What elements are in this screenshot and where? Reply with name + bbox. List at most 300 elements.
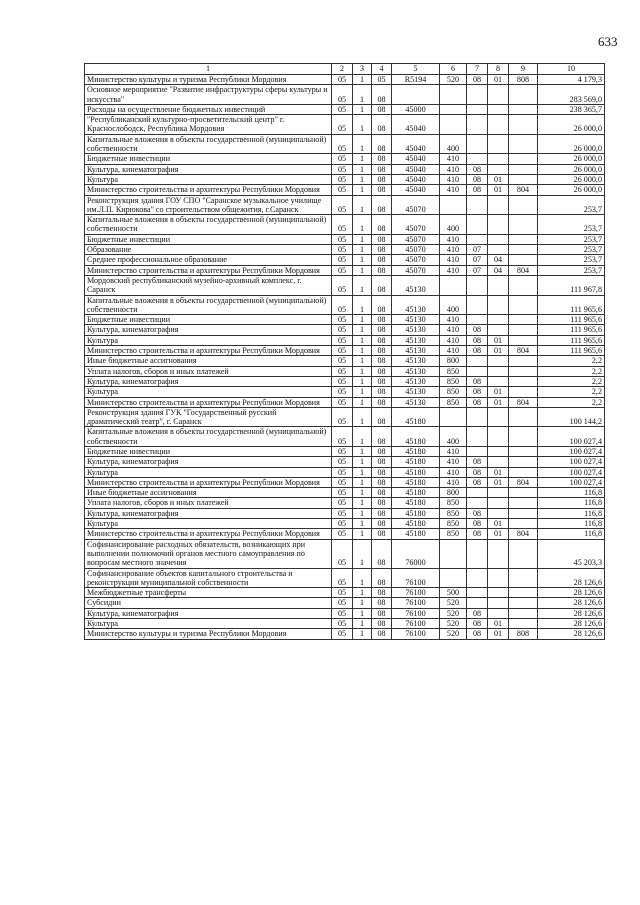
target-code-cell: 45130: [392, 295, 440, 315]
amount-cell: 100 027,4: [538, 446, 605, 456]
code-cell: 08: [372, 608, 392, 618]
ministry-code-cell: [509, 467, 538, 477]
name-cell: Культура: [85, 335, 332, 345]
subsection-cell: 01: [488, 519, 509, 529]
code-cell: 08: [372, 115, 392, 135]
section-cell: [467, 488, 488, 498]
subsection-cell: [488, 195, 509, 215]
name-cell: Образование: [85, 245, 332, 255]
code-cell: 1: [353, 185, 372, 195]
subsection-cell: 01: [488, 397, 509, 407]
ministry-code-cell: [509, 134, 538, 154]
section-cell: [467, 154, 488, 164]
amount-cell: 111 967,8: [538, 275, 605, 295]
ministry-code-cell: 808: [509, 75, 538, 85]
expense-type-cell: 850: [440, 529, 467, 539]
table-row: [85, 75, 605, 85]
ministry-code-cell: [509, 539, 538, 568]
amount-cell: 100 027,4: [538, 457, 605, 467]
expense-type-cell: [440, 104, 467, 114]
expense-type-cell: 410: [440, 265, 467, 275]
expense-type-cell: [440, 539, 467, 568]
subsection-cell: [488, 164, 509, 174]
target-code-cell: 45180: [392, 529, 440, 539]
section-cell: [467, 215, 488, 235]
name-cell: Министерство культуры и туризма Республики Мордовия: [85, 75, 332, 85]
subsection-cell: [488, 275, 509, 295]
code-cell: 1: [353, 467, 372, 477]
subsection-cell: 01: [488, 467, 509, 477]
ministry-code-cell: [509, 255, 538, 265]
code-cell: 1: [353, 619, 372, 629]
expense-type-cell: [440, 115, 467, 135]
subsection-cell: 01: [488, 529, 509, 539]
expense-type-cell: 410: [440, 477, 467, 487]
code-cell: 05: [332, 619, 353, 629]
target-code-cell: 45040: [392, 154, 440, 164]
code-cell: 1: [353, 387, 372, 397]
expense-type-cell: 410: [440, 164, 467, 174]
expense-type-cell: 410: [440, 346, 467, 356]
target-code-cell: 45130: [392, 356, 440, 366]
table-row: [85, 85, 605, 105]
code-cell: 08: [372, 539, 392, 568]
code-cell: 08: [372, 245, 392, 255]
expense-type-cell: 410: [440, 174, 467, 184]
code-cell: 08: [372, 457, 392, 467]
code-cell: 08: [372, 255, 392, 265]
subsection-cell: [488, 295, 509, 315]
code-cell: 08: [372, 407, 392, 427]
name-cell: Культура, кинематография: [85, 608, 332, 618]
subsection-cell: 01: [488, 346, 509, 356]
code-cell: 1: [353, 588, 372, 598]
code-cell: 08: [372, 446, 392, 456]
section-cell: [467, 195, 488, 215]
code-cell: 08: [372, 427, 392, 447]
table-row: [85, 325, 605, 335]
amount-cell: 45 203,3: [538, 539, 605, 568]
name-cell: Культура, кинематография: [85, 325, 332, 335]
code-cell: 08: [372, 134, 392, 154]
ministry-code-cell: [509, 608, 538, 618]
amount-cell: 2,2: [538, 387, 605, 397]
subsection-cell: [488, 588, 509, 598]
target-code-cell: 45070: [392, 265, 440, 275]
name-cell: Капитальные вложения в объекты государственной (муниципальной) собственности: [85, 427, 332, 447]
code-cell: 05: [332, 255, 353, 265]
table-row: [85, 598, 605, 608]
code-cell: 1: [353, 255, 372, 265]
section-cell: 08: [467, 467, 488, 477]
code-cell: 05: [372, 75, 392, 85]
amount-cell: 238 365,7: [538, 104, 605, 114]
amount-cell: 116,8: [538, 519, 605, 529]
expense-type-cell: 850: [440, 366, 467, 376]
subsection-cell: 01: [488, 335, 509, 345]
code-cell: 1: [353, 134, 372, 154]
amount-cell: 253,7: [538, 215, 605, 235]
section-cell: 07: [467, 265, 488, 275]
code-cell: 08: [372, 356, 392, 366]
table-row: [85, 467, 605, 477]
amount-cell: 2,2: [538, 376, 605, 386]
table-row: [85, 245, 605, 255]
code-cell: 08: [372, 234, 392, 244]
section-cell: 07: [467, 255, 488, 265]
expense-type-cell: 400: [440, 427, 467, 447]
subsection-cell: [488, 598, 509, 608]
ministry-code-cell: [509, 376, 538, 386]
code-cell: 05: [332, 508, 353, 518]
ministry-code-cell: [509, 427, 538, 447]
target-code-cell: 45180: [392, 498, 440, 508]
ministry-code-cell: [509, 164, 538, 174]
target-code-cell: 45040: [392, 115, 440, 135]
expense-type-cell: [440, 275, 467, 295]
code-cell: 05: [332, 467, 353, 477]
code-cell: 08: [372, 164, 392, 174]
code-cell: 05: [332, 234, 353, 244]
subsection-cell: [488, 315, 509, 325]
subsection-cell: [488, 215, 509, 235]
amount-cell: 26 000,0: [538, 154, 605, 164]
amount-cell: 116,8: [538, 498, 605, 508]
code-cell: 08: [372, 265, 392, 275]
code-cell: 05: [332, 376, 353, 386]
code-cell: 05: [332, 104, 353, 114]
code-cell: 08: [372, 467, 392, 477]
target-code-cell: 76100: [392, 608, 440, 618]
ministry-code-cell: 804: [509, 265, 538, 275]
amount-cell: 26 000,0: [538, 185, 605, 195]
target-code-cell: 45180: [392, 457, 440, 467]
ministry-code-cell: [509, 619, 538, 629]
target-code-cell: 45070: [392, 245, 440, 255]
subsection-cell: 01: [488, 387, 509, 397]
target-code-cell: 45130: [392, 335, 440, 345]
amount-cell: 100 027,4: [538, 477, 605, 487]
amount-cell: 253,7: [538, 255, 605, 265]
code-cell: 08: [372, 488, 392, 498]
section-cell: [467, 498, 488, 508]
col-header: 1: [85, 64, 332, 75]
name-cell: Расходы на осуществление бюджетных инвестиций: [85, 104, 332, 114]
subsection-cell: [488, 498, 509, 508]
subsection-cell: [488, 427, 509, 447]
code-cell: 1: [353, 488, 372, 498]
name-cell: Культура: [85, 619, 332, 629]
target-code-cell: 45070: [392, 234, 440, 244]
name-cell: Уплата налогов, сборов и иных платежей: [85, 498, 332, 508]
table-row: [85, 407, 605, 427]
section-cell: 08: [467, 477, 488, 487]
section-cell: [467, 104, 488, 114]
section-cell: 08: [467, 519, 488, 529]
expense-type-cell: 520: [440, 75, 467, 85]
subsection-cell: 04: [488, 265, 509, 275]
target-code-cell: 45130: [392, 275, 440, 295]
section-cell: 08: [467, 185, 488, 195]
section-cell: 08: [467, 629, 488, 639]
name-cell: Культура, кинематография: [85, 508, 332, 518]
ministry-code-cell: [509, 315, 538, 325]
table-row: [85, 154, 605, 164]
name-cell: Бюджетные инвестиции: [85, 234, 332, 244]
code-cell: 05: [332, 325, 353, 335]
ministry-code-cell: 804: [509, 477, 538, 487]
table-row: [85, 366, 605, 376]
subsection-cell: [488, 376, 509, 386]
code-cell: 05: [332, 407, 353, 427]
code-cell: 05: [332, 457, 353, 467]
section-cell: [467, 407, 488, 427]
target-code-cell: 45180: [392, 446, 440, 456]
table-row: [85, 397, 605, 407]
code-cell: 1: [353, 366, 372, 376]
table-row: [85, 376, 605, 386]
name-cell: Капитальные вложения в объекты государственной (муниципальной) собственности: [85, 134, 332, 154]
amount-cell: 28 126,6: [538, 619, 605, 629]
code-cell: 05: [332, 195, 353, 215]
header-row: [85, 64, 605, 75]
subsection-cell: [488, 457, 509, 467]
section-cell: [467, 598, 488, 608]
section-cell: 08: [467, 457, 488, 467]
code-cell: 08: [372, 325, 392, 335]
table-row: [85, 457, 605, 467]
ministry-code-cell: [509, 85, 538, 105]
ministry-code-cell: 804: [509, 185, 538, 195]
section-cell: [467, 366, 488, 376]
table-row: [85, 427, 605, 447]
col-header: 7: [467, 64, 488, 75]
code-cell: 08: [372, 185, 392, 195]
ministry-code-cell: [509, 325, 538, 335]
expense-type-cell: [440, 85, 467, 105]
amount-cell: 111 965,6: [538, 315, 605, 325]
amount-cell: 2,2: [538, 366, 605, 376]
code-cell: 05: [332, 315, 353, 325]
section-cell: 08: [467, 164, 488, 174]
code-cell: 08: [372, 629, 392, 639]
code-cell: 08: [372, 295, 392, 315]
code-cell: 1: [353, 397, 372, 407]
section-cell: [467, 427, 488, 447]
table-row: [85, 255, 605, 265]
code-cell: 1: [353, 85, 372, 105]
amount-cell: 4 179,3: [538, 75, 605, 85]
amount-cell: 100 027,4: [538, 427, 605, 447]
expense-type-cell: 410: [440, 446, 467, 456]
ministry-code-cell: 804: [509, 346, 538, 356]
col-header: 5: [392, 64, 440, 75]
name-cell: Культура: [85, 467, 332, 477]
code-cell: 1: [353, 477, 372, 487]
table-row: [85, 588, 605, 598]
code-cell: 1: [353, 115, 372, 135]
table-row: [85, 629, 605, 639]
subsection-cell: 01: [488, 75, 509, 85]
table-row: [85, 185, 605, 195]
table-row: [85, 387, 605, 397]
table-row: [85, 498, 605, 508]
target-code-cell: 45040: [392, 185, 440, 195]
code-cell: 05: [332, 275, 353, 295]
section-cell: [467, 234, 488, 244]
code-cell: 1: [353, 427, 372, 447]
amount-cell: 111 965,6: [538, 346, 605, 356]
amount-cell: 100 144,2: [538, 407, 605, 427]
ministry-code-cell: [509, 115, 538, 135]
expense-type-cell: 400: [440, 295, 467, 315]
subsection-cell: [488, 356, 509, 366]
code-cell: 08: [372, 174, 392, 184]
target-code-cell: 45070: [392, 255, 440, 265]
subsection-cell: [488, 407, 509, 427]
code-cell: 05: [332, 568, 353, 588]
section-cell: 08: [467, 335, 488, 345]
expense-type-cell: 410: [440, 255, 467, 265]
target-code-cell: 45180: [392, 467, 440, 477]
expense-type-cell: 410: [440, 325, 467, 335]
subsection-cell: [488, 134, 509, 154]
section-cell: 08: [467, 619, 488, 629]
code-cell: 08: [372, 195, 392, 215]
ministry-code-cell: [509, 588, 538, 598]
code-cell: 1: [353, 164, 372, 174]
table-row: [85, 356, 605, 366]
code-cell: 08: [372, 85, 392, 105]
ministry-code-cell: 804: [509, 397, 538, 407]
name-cell: "Республиканский культурно-просветительский центр" г. Краснослободск, Республика Мордовия: [85, 115, 332, 135]
expense-type-cell: 850: [440, 508, 467, 518]
table-row: [85, 164, 605, 174]
section-cell: [467, 295, 488, 315]
subsection-cell: [488, 446, 509, 456]
col-header: 3: [353, 64, 372, 75]
expense-type-cell: 520: [440, 608, 467, 618]
name-cell: Софинансирование объектов капитального строительства и реконструкции муниципальной собственности: [85, 568, 332, 588]
section-cell: 08: [467, 75, 488, 85]
section-cell: [467, 356, 488, 366]
col-header: 10: [538, 64, 605, 75]
table-row: [85, 446, 605, 456]
code-cell: 1: [353, 174, 372, 184]
code-cell: 1: [353, 315, 372, 325]
table-row: [85, 115, 605, 135]
code-cell: 08: [372, 508, 392, 518]
table-row: [85, 529, 605, 539]
code-cell: 1: [353, 598, 372, 608]
code-cell: 08: [372, 619, 392, 629]
code-cell: 1: [353, 376, 372, 386]
ministry-code-cell: [509, 519, 538, 529]
code-cell: 1: [353, 519, 372, 529]
ministry-code-cell: [509, 598, 538, 608]
code-cell: 05: [332, 265, 353, 275]
name-cell: Капитальные вложения в объекты государственной (муниципальной) собственности: [85, 295, 332, 315]
code-cell: 1: [353, 325, 372, 335]
amount-cell: 2,2: [538, 356, 605, 366]
subsection-cell: [488, 245, 509, 255]
table-row: [85, 215, 605, 235]
ministry-code-cell: [509, 154, 538, 164]
expense-type-cell: 410: [440, 245, 467, 255]
code-cell: 1: [353, 295, 372, 315]
code-cell: 1: [353, 265, 372, 275]
expense-type-cell: 410: [440, 154, 467, 164]
section-cell: [467, 446, 488, 456]
code-cell: 08: [372, 477, 392, 487]
amount-cell: 26 000,0: [538, 174, 605, 184]
expense-type-cell: 800: [440, 488, 467, 498]
name-cell: Министерство культуры и туризма Республики Мордовия: [85, 629, 332, 639]
code-cell: 05: [332, 477, 353, 487]
amount-cell: 28 126,6: [538, 588, 605, 598]
code-cell: 08: [372, 387, 392, 397]
ministry-code-cell: [509, 488, 538, 498]
amount-cell: 26 000,0: [538, 134, 605, 154]
name-cell: Культура: [85, 174, 332, 184]
target-code-cell: 76100: [392, 619, 440, 629]
code-cell: 05: [332, 588, 353, 598]
name-cell: Иные бюджетные ассигнования: [85, 488, 332, 498]
name-cell: Культура, кинематография: [85, 457, 332, 467]
ministry-code-cell: [509, 568, 538, 588]
section-cell: [467, 134, 488, 154]
name-cell: Реконструкция здания ГОУ СПО "Саранское музыкальное училище им.Л.П. Кирюкова" со строительством общежития, г.Саранск: [85, 195, 332, 215]
amount-cell: 26 000,0: [538, 115, 605, 135]
code-cell: 08: [372, 588, 392, 598]
code-cell: 05: [332, 154, 353, 164]
code-cell: 1: [353, 245, 372, 255]
section-cell: [467, 588, 488, 598]
ministry-code-cell: [509, 335, 538, 345]
table-row: [85, 608, 605, 618]
amount-cell: 111 965,6: [538, 335, 605, 345]
target-code-cell: R5194: [392, 75, 440, 85]
section-cell: [467, 275, 488, 295]
amount-cell: 28 126,6: [538, 568, 605, 588]
table-row: [85, 508, 605, 518]
amount-cell: 28 126,6: [538, 608, 605, 618]
target-code-cell: 45040: [392, 164, 440, 174]
name-cell: Культура, кинематография: [85, 164, 332, 174]
name-cell: Бюджетные инвестиции: [85, 446, 332, 456]
col-header: 4: [372, 64, 392, 75]
expense-type-cell: [440, 195, 467, 215]
expense-type-cell: 410: [440, 457, 467, 467]
code-cell: 05: [332, 427, 353, 447]
code-cell: 05: [332, 185, 353, 195]
target-code-cell: 45040: [392, 134, 440, 154]
subsection-cell: [488, 366, 509, 376]
name-cell: Бюджетные инвестиции: [85, 315, 332, 325]
section-cell: 08: [467, 325, 488, 335]
expense-type-cell: 410: [440, 467, 467, 477]
col-header: 2: [332, 64, 353, 75]
subsection-cell: [488, 325, 509, 335]
subsection-cell: 04: [488, 255, 509, 265]
code-cell: 05: [332, 215, 353, 235]
amount-cell: 100 027,4: [538, 467, 605, 477]
code-cell: 08: [372, 275, 392, 295]
amount-cell: 253,7: [538, 195, 605, 215]
expense-type-cell: 410: [440, 315, 467, 325]
code-cell: 1: [353, 498, 372, 508]
table-row: [85, 315, 605, 325]
